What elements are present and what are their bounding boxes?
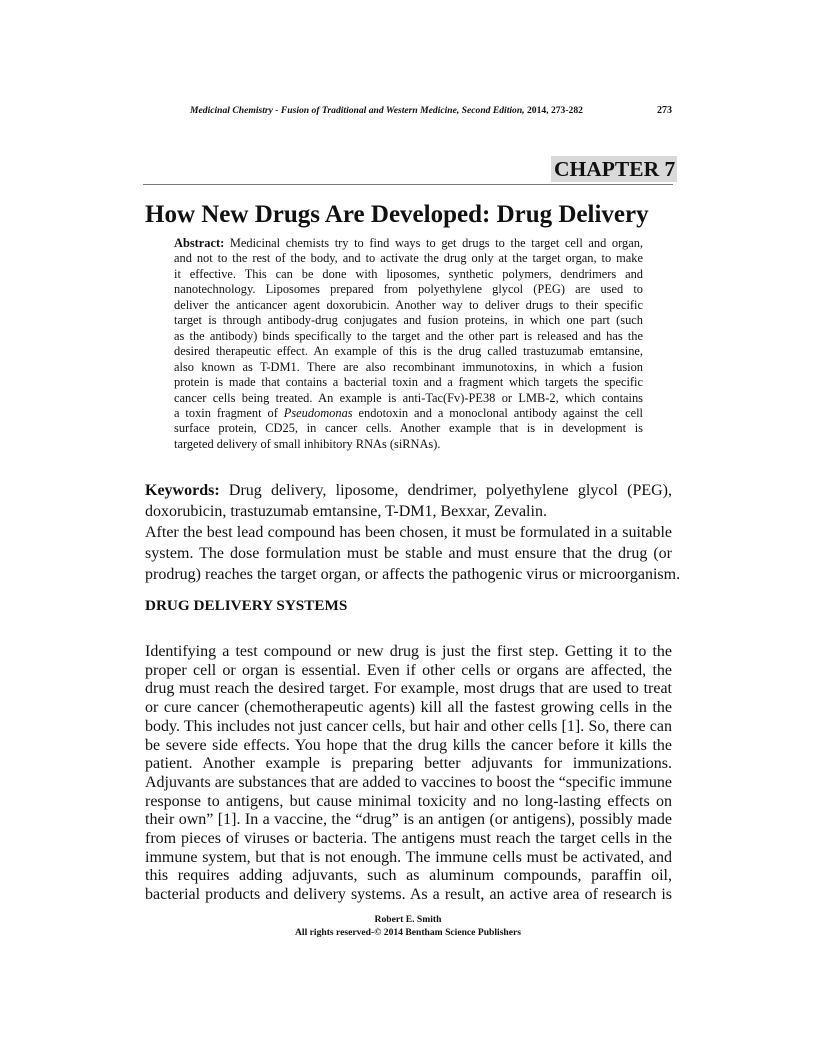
footer-copyright: All rights reserved-© 2014 Bentham Science Publishers [294,927,522,938]
running-head-title: Medicinal Chemistry - Fusion of Traditional and Western Medicine, Second Edition, [190,105,525,116]
text-line [145,830,672,849]
running-head-year-pages: 2014, 273-282 [524,105,583,116]
text-segment: immune system, but that is not enough. The immune cells must be activated, and [145,848,672,866]
text-segment: deliver the anticancer agent doxorubicin. Another way to deliver drugs to their specific [174,297,643,312]
text-line [145,774,672,793]
keywords-label: Keywords: [145,482,220,499]
footer-author: Robert E. Smith [374,914,442,925]
chapter-title: How New Drugs Are Developed: Drug Delivery [145,201,649,228]
text-segment: response to antigens, but cause minimal toxicity and no long-lasting effects on [145,792,672,810]
text-line [174,360,643,375]
intro-paragraph [145,522,681,585]
text-line [145,867,672,886]
text-line [174,298,643,313]
italic-term: Pseudomonas [283,405,353,420]
text-line [145,755,672,774]
header-rule [143,184,673,185]
text-segment: patient. Another example is preparing better adjuvants for immunizations. [145,755,672,773]
text-line [174,421,643,436]
text-line [145,699,672,718]
text-segment: system. The dose formulation must be stable and must ensure that the drug (or [145,545,672,562]
text-segment: it effective. This can be done with liposomes, synthetic polymers, dendrimers and [174,266,643,281]
text-line [145,680,672,699]
body-paragraph [145,643,672,905]
text-line [145,501,672,522]
text-line [174,391,643,406]
text-line [145,522,672,543]
text-segment: Drug delivery, liposome, dendrimer, polyethylene glycol (PEG), [219,482,672,499]
text-segment: target is through antibody-drug conjugates and fusion proteins, in which one part (such [174,313,643,328]
text-segment: body. This includes not just cancer cells, but hair and other cells [1]. So, there can [145,717,672,735]
text-segment: desired therapeutic effect. An example of this is the drug called trastuzumab emtansine, [174,344,643,359]
page-number: 273 [657,105,672,116]
text-segment: or cure cancer (chemotherapeutic agents) kill all the fastest growing cells in the [145,699,672,717]
text-segment: and not to the rest of the body, and to activate the drug only at the target organ, to make [174,251,643,266]
text-line [145,543,672,564]
keywords [145,480,672,522]
text-segment: bacterial products and delivery systems. As a result, an active area of research is [145,886,672,904]
text-segment: After the best lead compound has been chosen, it must be formulated in a suitable [145,524,672,541]
text-line [174,329,643,344]
text-segment: as the antibody) binds specifically to the target and the other part is released and has the [174,328,643,343]
text-line [145,737,672,756]
text-segment: targeted delivery of small inhibitory RNAs (siRNAs). [174,436,441,451]
text-segment: doxorubicin, trastuzumab emtansine, T-DM1, Bexxar, Zevalin. [145,503,547,520]
text-segment: be severe side effects. You hope that the drug kills the cancer before it kills the [145,736,672,754]
text-segment: endotoxin and a monoclonal antibody against the cell [352,405,643,420]
text-segment: a toxin fragment of [174,405,284,420]
text-line [174,251,643,266]
text-segment: prodrug) reaches the target organ, or affects the pathogenic virus or microorganism. [145,566,681,583]
text-line [145,480,672,501]
text-segment: also known as T-DM1. There are also recombinant immunotoxins, in which a fusion [174,359,643,374]
text-segment: cancer cells being treated. An example is anti-Tac(Fv)-PE38 or LMB-2, which contains [174,390,643,405]
text-line [145,718,672,737]
text-segment: surface protein, CD25, in cancer cells. Another example that is in development is [174,421,643,436]
text-line [145,643,672,662]
text-segment: Identifying a test compound or new drug is just the first step. Getting it to the [145,643,672,660]
text-line [145,886,672,905]
text-line [145,662,672,681]
abstract [174,236,643,452]
abstract-label: Abstract: [174,236,225,250]
text-segment: drug must reach the desired target. For example, most drugs that are used to treat [145,680,672,698]
text-segment: proper cell or organ is essential. Even if other cells or organs are affected, the [145,661,672,679]
text-line [174,406,643,421]
text-line [145,564,681,585]
text-line [174,344,643,359]
text-segment: protein is made that contains a bacterial toxin and a fragment which targets the specific [174,375,643,390]
text-line [174,282,643,297]
text-segment: from pieces of viruses or bacteria. The antigens must reach the target cells in the [145,830,672,848]
text-line [145,793,672,812]
text-segment: nanotechnology. Liposomes prepared from polyethylene glycol (PEG) are used to [174,282,643,297]
text-segment: Adjuvants are substances that are added to vaccines to boost the “specific immune [145,773,672,791]
section-heading: DRUG DELIVERY SYSTEMS [145,597,348,614]
chapter-label: CHAPTER 7 [551,156,677,182]
footer [0,913,816,939]
text-line [174,267,643,282]
text-line [174,236,643,251]
text-line [174,313,643,328]
text-line [145,849,672,868]
text-segment: Medicinal chemists try to find ways to get drugs to the target cell and organ, [224,236,643,250]
text-line [145,811,672,830]
text-segment: this requires adding adjuvants, such as aluminum compounds, paraffin oil, [145,867,672,885]
text-line [174,375,643,390]
running-head [190,105,583,116]
text-line [174,437,643,452]
text-segment: their own” [1]. In a vaccine, the “drug” is an antigen (or antigens), possibly made [145,811,672,829]
